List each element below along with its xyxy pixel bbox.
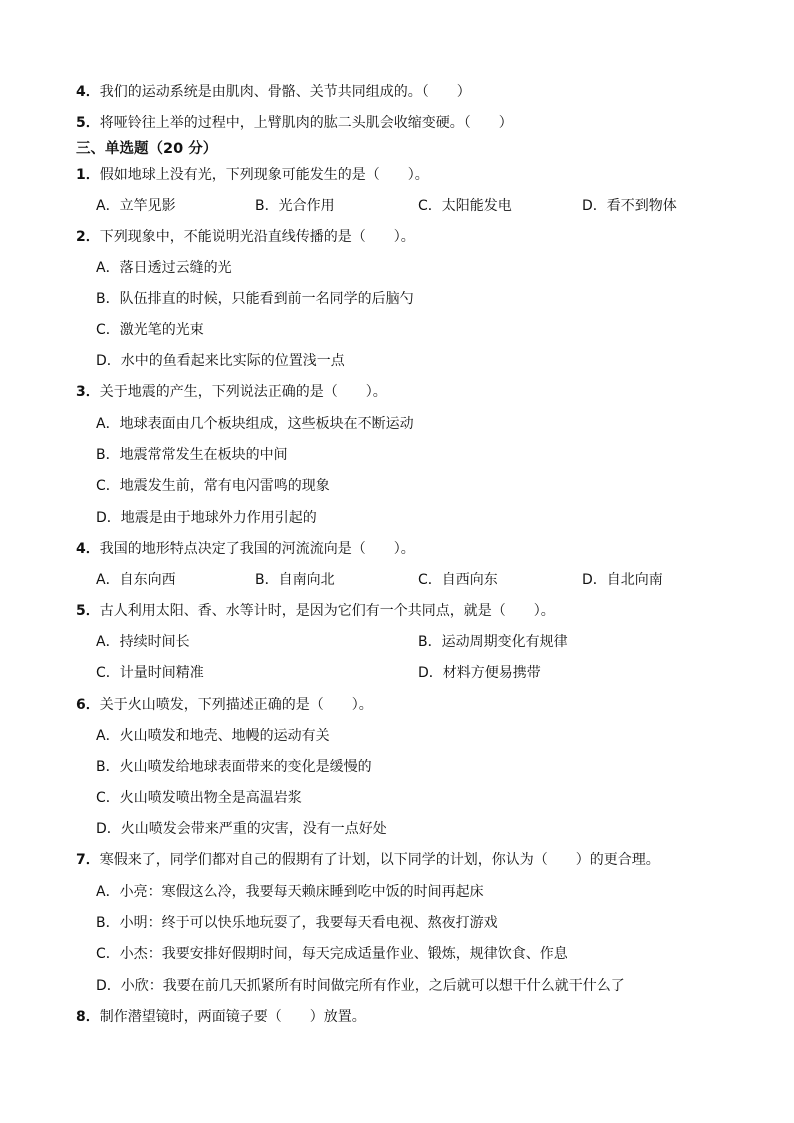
judgment-item-4 (76, 83, 471, 101)
q4-option-b: B．自南向北 (255, 572, 335, 588)
question-text: 关于地震的产生，下列说法正确的是（ ）。 (99, 384, 387, 400)
item-number: 5． (76, 115, 100, 131)
q3-option-a: A．地球表面由几个板块组成，这些板块在不断运动 (96, 416, 414, 432)
question-8-stem (76, 1008, 366, 1026)
question-number: 5． (76, 603, 100, 619)
question-7-stem (76, 851, 660, 869)
question-text: 下列现象中，不能说明光沿直线传播的是（ ）。 (99, 229, 415, 245)
q2-option-c: C．激光笔的光束 (96, 322, 204, 338)
q5-option-a: A．持续时间长 (96, 634, 190, 650)
q1-option-b: B．光合作用 (255, 198, 335, 214)
q7-option-c: C．小杰：我要安排好假期时间，每天完成适量作业、锻炼，规律饮食、作息 (96, 946, 568, 962)
question-6-stem (76, 696, 373, 714)
question-number: 8． (76, 1009, 100, 1025)
q6-option-d: D．火山喷发会带来严重的灾害，没有一点好处 (96, 821, 387, 837)
item-number: 4． (76, 84, 100, 100)
question-text: 寒假来了，同学们都对自己的假期有了计划，以下同学的计划，你认为（ ）的更合理。 (99, 852, 660, 868)
item-text: 我们的运动系统是由肌肉、骨骼、关节共同组成的。（ ） (99, 84, 471, 100)
q7-option-a: A．小亮：寒假这么冷，我要每天赖床睡到吃中饭的时间再起床 (96, 884, 484, 900)
q5-option-d: D．材料方便易携带 (418, 665, 541, 681)
q4-option-d: D．自北向南 (582, 572, 663, 588)
q1-option-c: C．太阳能发电 (418, 198, 512, 214)
q7-option-b: B．小明：终于可以快乐地玩耍了，我要每天看电视、熬夜打游戏 (96, 915, 498, 931)
question-number: 1． (76, 167, 100, 183)
question-number: 7． (76, 852, 100, 868)
question-number: 4． (76, 541, 100, 557)
question-5-stem (76, 602, 555, 620)
question-2-stem (76, 228, 415, 246)
q5-option-c: C．计量时间精准 (96, 665, 204, 681)
section-heading: 三、单选题（20 分） (76, 141, 218, 157)
q3-option-b: B．地震常常发生在板块的中间 (96, 447, 288, 463)
question-3-stem (76, 383, 387, 401)
q7-option-d: D．小欣：我要在前几天抓紧所有时间做完所有作业，之后就可以想干什么就干什么了 (96, 978, 625, 994)
q6-option-c: C．火山喷发喷出物全是高温岩浆 (96, 790, 302, 806)
q1-option-d: D．看不到物体 (582, 198, 677, 214)
question-text: 古人利用太阳、香、水等计时，是因为它们有一个共同点，就是（ ）。 (99, 603, 555, 619)
question-text: 我国的地形特点决定了我国的河流流向是（ ）。 (99, 541, 415, 557)
question-number: 2． (76, 229, 100, 245)
q3-option-d: D．地震是由于地球外力作用引起的 (96, 510, 317, 526)
q4-option-c: C．自西向东 (418, 572, 498, 588)
question-1-stem (76, 166, 429, 184)
question-4-stem (76, 540, 415, 558)
q6-option-b: B．火山喷发给地球表面带来的变化是缓慢的 (96, 759, 372, 775)
question-text: 假如地球上没有光，下列现象可能发生的是（ ）。 (99, 167, 429, 183)
q1-option-a: A．立竿见影 (96, 198, 176, 214)
q2-option-b: B．队伍排直的时候，只能看到前一名同学的后脑勺 (96, 291, 414, 307)
question-text: 制作潜望镜时，两面镜子要（ ）放置。 (99, 1009, 366, 1025)
item-text: 将哑铃往上举的过程中，上臂肌肉的肱二头肌会收缩变硬。（ ） (99, 115, 513, 131)
q4-option-a: A．自东向西 (96, 572, 176, 588)
question-number: 6． (76, 697, 100, 713)
question-text: 关于火山喷发，下列描述正确的是（ ）。 (99, 697, 373, 713)
q5-option-b: B．运动周期变化有规律 (418, 634, 568, 650)
judgment-item-5 (76, 114, 513, 132)
q3-option-c: C．地震发生前，常有电闪雷鸣的现象 (96, 478, 330, 494)
q2-option-d: D．水中的鱼看起来比实际的位置浅一点 (96, 353, 345, 369)
question-number: 3． (76, 384, 100, 400)
q6-option-a: A．火山喷发和地壳、地幔的运动有关 (96, 728, 330, 744)
q2-option-a: A．落日透过云缝的光 (96, 260, 232, 276)
